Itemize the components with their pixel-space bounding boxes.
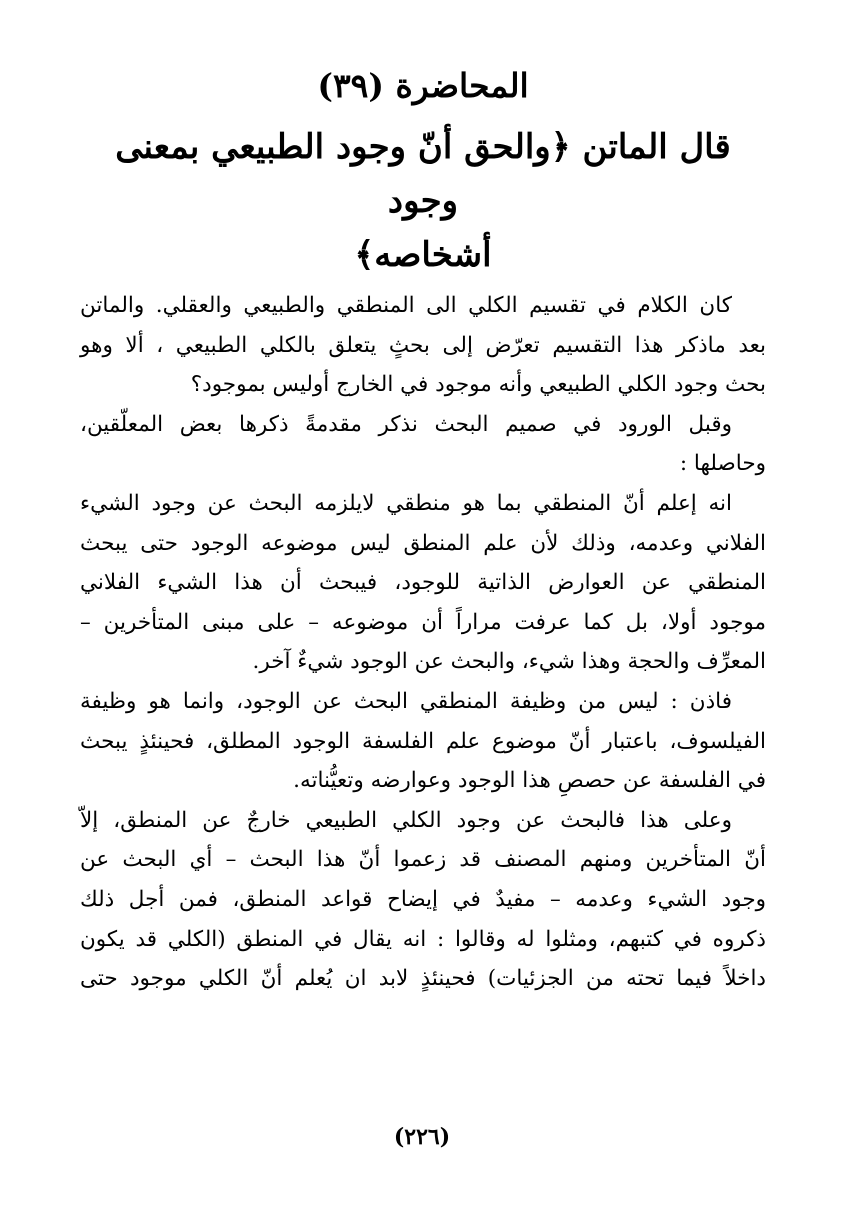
body-text (80, 286, 766, 999)
text-line: فاذن : ليس من وظيفة المنطقي البحث عن الوجود، وانما هو وظيفة (80, 688, 732, 714)
text-line: وعلى هذا فالبحث عن وجود الكلي الطبيعي خارجٌ عن المنطق، إلاّ (80, 807, 732, 833)
text-line: في الفلسفة عن حصصِ هذا الوجود وعوارضه وتعيُّناته. (293, 768, 766, 794)
text-line: بحث وجود الكلي الطبيعي وأنه موجود في الخارج أوليس بموجود؟ (190, 372, 766, 398)
text-line: بعد ماذكر هذا التقسيم تعرّض إلى بحثٍ يتعلق بالكلي الطبيعي ، ألا وهو (80, 332, 766, 358)
text-line: الفيلسوف، باعتبار أنّ موضوع علم الفلسفة الوجود المطلق، فحينئذٍ يبحث (80, 728, 766, 754)
text-line: المعرِّف والحجة وهذا شيء، والبحث عن الوجود شيءٌ آخر. (252, 649, 766, 675)
text-line: وجود الشيء وعدمه – مفيدٌ في إيضاح قواعد المنطق، فمن أجل ذلك (80, 886, 766, 912)
text-line: ذكروه في كتبهم، ومثلوا له وقالوا : انه يقال في المنطق (الكلي قد يكون (80, 926, 766, 952)
paragraph-1 (80, 286, 766, 405)
text-line: الفلاني وعدمه، وذلك لأن علم المنطق ليس موضوعه الوجود حتى يبحث (80, 530, 766, 556)
paragraph-5 (80, 801, 766, 999)
text-line: وقبل الورود في صميم البحث نذكر مقدمةً ذكرها بعض المعلّقين، (80, 411, 732, 437)
text-line: داخلاً فيما تحته من الجزئيات) فحينئذٍ لابد ان يُعلم أنّ الكلي موجود حتى (80, 966, 766, 992)
paragraph-3 (80, 484, 766, 682)
main-title-line-2: أشخاصه﴾ (354, 235, 492, 275)
page-number: (٢٢٦) (393, 1124, 451, 1150)
text-line: وحاصلها : (679, 451, 766, 477)
text-line: المنطقي عن العوارض الذاتية للوجود، فيبحث أن هذا الشيء الفلاني (80, 570, 766, 596)
text-line: انه إعلم أنّ المنطقي بما هو منطقي لايلزمه البحث عن وجود الشيء (80, 490, 732, 516)
main-title (80, 120, 766, 282)
lecture-title: المحاضرة (٣٩) (317, 66, 529, 105)
text-line: موجود أولا، بل كما عرفت مراراً أن موضوعه – على مبنى المتأخرين – (80, 609, 766, 635)
text-line: كان الكلام في تقسيم الكلي الى المنطقي والطبيعي والعقلي. والماتن (80, 293, 732, 318)
main-title-line-1: قال الماتن ﴿والحق أنّ وجود الطبيعي بمعنى وجود (115, 127, 731, 221)
paragraph-4 (80, 682, 766, 801)
paragraph-2 (80, 405, 766, 484)
text-line: أنّ المتأخرين ومنهم المصنف قد زعموا أنّ هذا البحث – أي البحث عن (80, 847, 766, 873)
